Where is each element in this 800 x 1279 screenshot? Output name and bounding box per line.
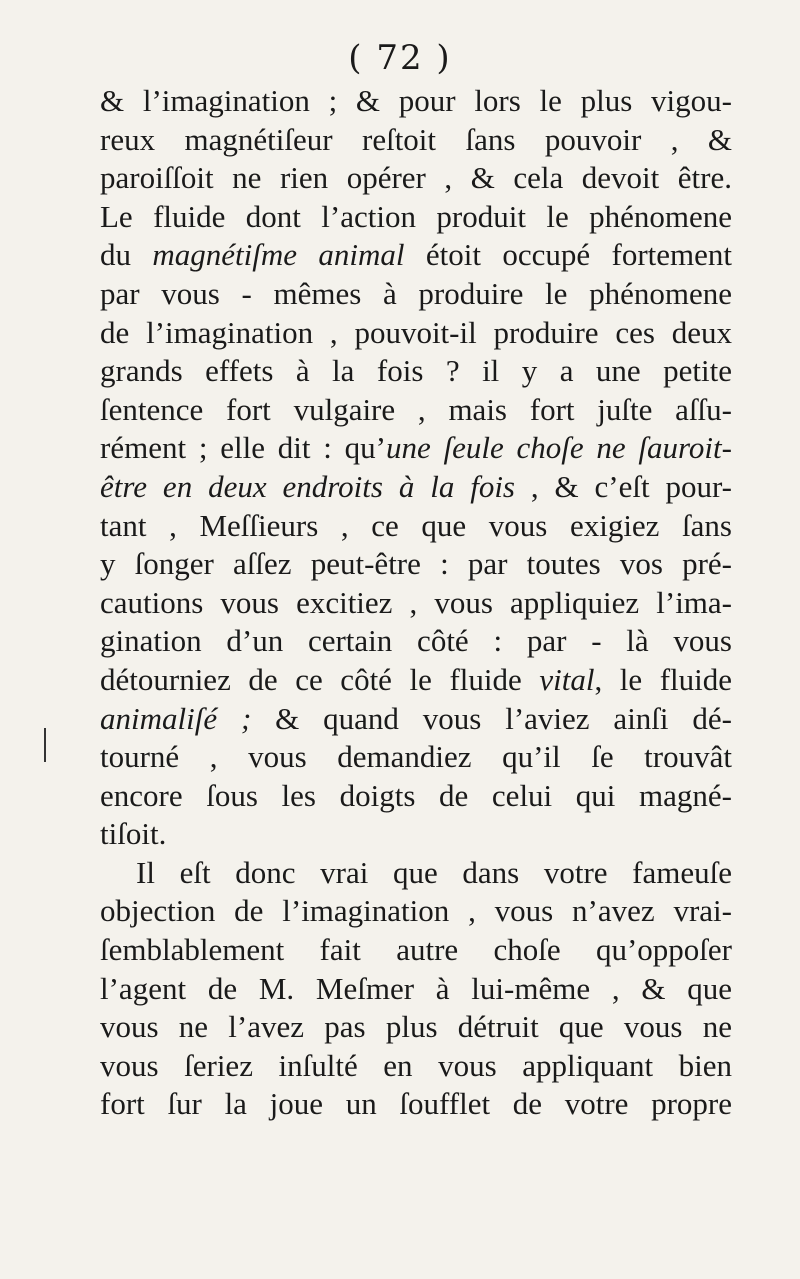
text-run: tourné , vous demandiez qu’il ſe trouvât	[100, 739, 732, 775]
text-line	[100, 391, 732, 430]
text-run: reux magnétiſeur reſtoit ſans pouvoir , &	[100, 121, 732, 157]
text-line	[100, 815, 732, 854]
margin-mark	[44, 728, 46, 762]
text-run: de l’imagination , pouvoit-il produire ces deux	[100, 314, 732, 350]
text-run: ſentence fort vulgaire , mais fort juſte aſſu-	[100, 391, 732, 427]
text-run: tiſoit.	[100, 816, 167, 852]
text-line	[100, 1047, 732, 1086]
text-line	[100, 468, 732, 507]
text-run: , le fluide	[594, 661, 733, 697]
text-line	[100, 82, 732, 121]
text-run: fort ſur la joue un ſoufflet de votre propre	[100, 1086, 732, 1122]
text-line	[100, 931, 732, 970]
text-run: vous ne l’avez pas plus détruit que vous ne	[100, 1009, 732, 1045]
italic-text: une ſeule choſe ne ſauroit-	[385, 430, 732, 466]
text-line	[100, 661, 732, 700]
text-run: gination d’un certain côté : par - là vous	[100, 623, 732, 659]
text-run: encore ſous les doigts de celui qui magné-	[100, 777, 732, 813]
text-run: , & c’eſt pour-	[515, 468, 732, 504]
text-run: du	[100, 237, 153, 273]
text-run: étoit occupé fortement	[404, 237, 732, 273]
text-line	[100, 854, 732, 893]
text-run: tant , Meſſieurs , ce que vous exigiez ſans	[100, 507, 732, 543]
text-run: grands effets à la fois ? il y a une petite	[100, 353, 732, 389]
text-run: objection de l’imagination , vous n’avez vrai-	[100, 893, 732, 929]
text-line	[100, 429, 732, 468]
text-run: ſemblablement fait autre choſe qu’oppoſer	[100, 932, 732, 968]
text-run: Il eſt donc vrai que dans votre fameuſe	[136, 854, 732, 890]
text-line	[100, 545, 732, 584]
text-line	[100, 159, 732, 198]
text-run: rément ; elle dit : qu’	[100, 430, 386, 466]
text-line	[100, 314, 732, 353]
italic-text: être en deux endroits à la fois	[100, 468, 515, 504]
text-line	[100, 121, 732, 160]
text-run: & quand vous l’aviez ainſi dé-	[251, 700, 732, 736]
text-line	[100, 1008, 732, 1047]
text-run: par vous - mêmes à produire le phénomene	[100, 275, 732, 311]
text-run: paroiſſoit ne rien opérer , & cela devoit être.	[100, 160, 732, 196]
text-line	[100, 970, 732, 1009]
italic-text: vital	[539, 661, 595, 697]
text-line	[100, 584, 732, 623]
text-run: vous ſeriez inſulté en vous appliquant bien	[100, 1047, 732, 1083]
italic-text: magnétiſme animal	[152, 237, 405, 273]
text-run: & l’imagination ; & pour lors le plus vigou-	[100, 83, 732, 118]
text-line	[100, 236, 732, 275]
text-line	[100, 777, 732, 816]
text-line	[100, 700, 732, 739]
text-line	[100, 738, 732, 777]
text-run: l’agent de M. Meſmer à lui-même , & que	[100, 970, 732, 1006]
text-run: y ſonger aſſez peut-être : par toutes vos pré-	[100, 546, 732, 582]
page-number: ( 72 )	[348, 38, 452, 78]
body-text	[100, 82, 732, 1124]
text-line	[100, 507, 732, 546]
text-line	[100, 275, 732, 314]
text-line	[100, 892, 732, 931]
text-run: Le fluide dont l’action produit le phénomene	[100, 198, 732, 234]
text-line	[100, 198, 732, 237]
text-line	[100, 622, 732, 661]
italic-text: animaliſé ;	[100, 700, 252, 736]
text-run: cautions vous excitiez , vous appliquiez l’ima-	[100, 584, 732, 620]
text-line	[100, 1085, 732, 1124]
text-line	[100, 352, 732, 391]
text-run: détourniez de ce côté le fluide	[100, 661, 540, 697]
